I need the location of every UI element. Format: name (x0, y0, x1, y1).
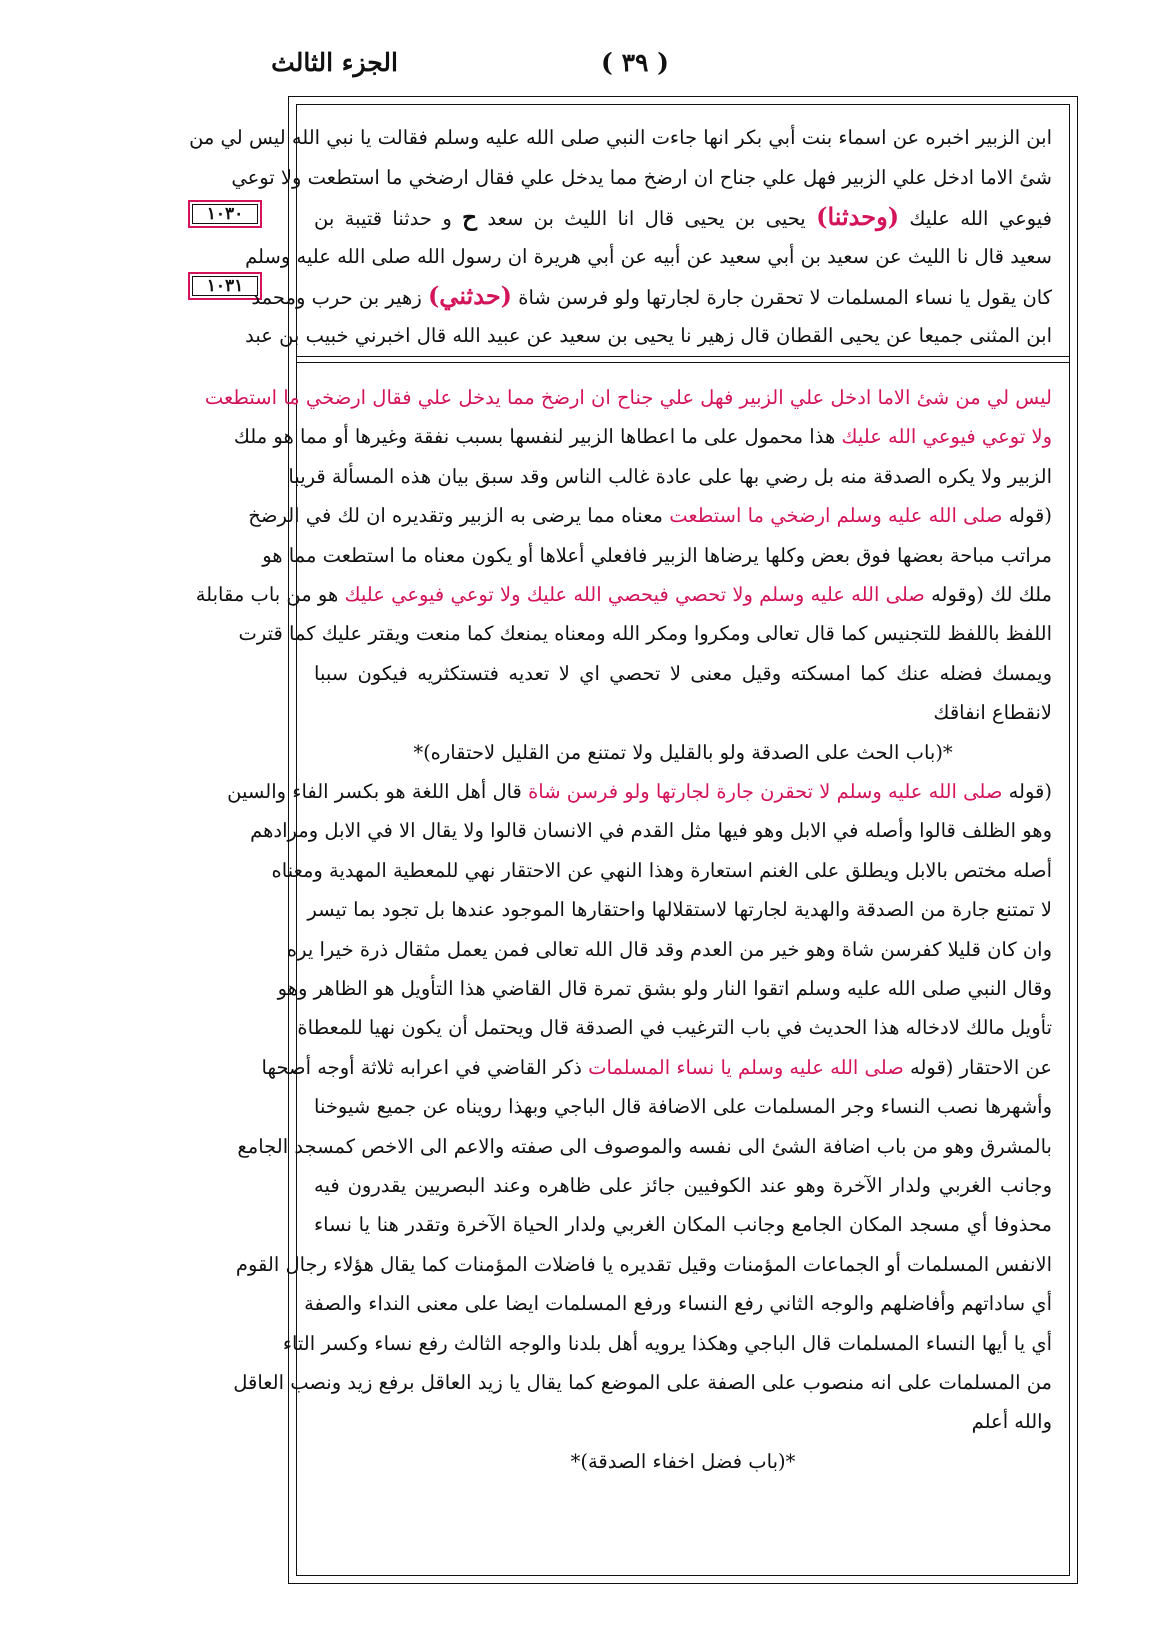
text-run: شئ الاما ادخل علي الزبير فهل علي جناح ان ارضخ مما يدخل علي فقال ارضخي ما استطعت ولا توعي (231, 165, 1052, 189)
volume-title: الجزء الثالث (271, 48, 398, 77)
text-run: لانقطاع انفاقك (933, 701, 1052, 725)
commentary-line (314, 733, 1052, 773)
hadith-line (245, 237, 1052, 277)
commentary-line (314, 1205, 1052, 1245)
commentary-line (233, 417, 1052, 457)
hadith-number-badge: ١٠٣١ (188, 272, 262, 300)
hadith-line (314, 197, 1052, 237)
hadith-line (245, 316, 1052, 356)
text-run: *(باب الحث على الصدقة ولو بالقليل ولا تمتنع من القليل لاحتقاره)* (413, 740, 953, 764)
commentary-line (227, 772, 1052, 812)
text-run: لا تمتنع جارة من الصدقة والهدية لجارتها لاستقلالها واحتقارها الموجود عندها بل تجود بما تيسر (307, 898, 1052, 922)
text-run: وان كان قليلا كفرسن شاة وهو خير من العدم وقد قال الله تعالى فمن يعمل مثقال ذرة خيرا يره (286, 937, 1052, 961)
text-run: كان يقول يا نساء المسلمات لا تحقرن جارة لجارتها ولو فرسن شاة (512, 286, 1052, 309)
text-run: بالمشرق وهو من باب اضافة الشئ الى نفسه والموصوف الى صفته والاعم الى الاخص كمسجد الجامع (237, 1134, 1052, 1158)
text-run: زهير بن حرب ومحمد (251, 286, 428, 309)
text-run: أي يا أيها النساء المسلمات قال الباجي وهكذا يرويه أهل بلدنا والوجه الثالث رفع نساء وكسر التاء (282, 1331, 1052, 1355)
commentary-line (297, 1008, 1052, 1048)
text-run: ويمسك فضله عنك كما امسكته وقيل معنى لا تحصي اي لا تعديه فتستكثريه فيكون سببا (314, 661, 1052, 685)
hadith-line (251, 276, 1052, 316)
commentary-line (307, 890, 1052, 930)
commentary-line (271, 851, 1052, 891)
text-run: هذا محمول على ما اعطاها الزبير لنفسها بسبب نفقة وغيرها أو مما هو ملك (233, 425, 842, 449)
text-run: قال أهل اللغة هو بكسر الفاء والسين (227, 780, 529, 803)
commentary-line (304, 1284, 1052, 1324)
text-run: ابن الزبير اخبره عن اسماء بنت أبي بكر انها جاءت النبي صلى الله عليه وسلم فقالت يا نبي الله ليس لي من (189, 126, 1052, 149)
text-run: (قوله (1002, 504, 1052, 528)
commentary-line (314, 1166, 1052, 1206)
text-run: وأشهرها نصب النساء وجر المسلمات على الاضافة قال الباجي وبهذا رويناه عن جميع شيوخنا (314, 1095, 1052, 1119)
commentary-line (314, 693, 1052, 733)
commentary-line (314, 1087, 1052, 1127)
commentary-line (314, 1402, 1052, 1442)
text-run: الانفس المسلمات أو الجماعات المؤمنات وقيل تقديره يا فاضلات المؤمنات كما يقال هؤلاء رجال القوم (235, 1252, 1052, 1276)
quoted-matn-text: ولا توعي فيوعي الله عليك (841, 425, 1052, 449)
quoted-matn-text: صلى الله عليه وسلم يا نساء المسلمات (588, 1055, 904, 1079)
text-run: سعيد قال نا الليث عن سعيد بن أبي سعيد عن أبيه عن أبي هريرة ان رسول الله صلى الله عليه وسلم (245, 244, 1052, 268)
text-run: والله أعلم (971, 1410, 1052, 1434)
text-run: وقال النبي صلى الله عليه وسلم اتقوا النار ولو بشق تمرة قال القاضي هذا التأويل هو الظاهر وهو (277, 977, 1052, 1000)
text-run: ابن المثنى جميعا عن يحيى القطان قال زهير نا يحيى بن سعيد عن عبيد الله قال اخبرني خبيب بن عبد (245, 323, 1052, 347)
section-divider-top (296, 356, 1070, 357)
commentary-line (277, 969, 1052, 1009)
text-run: ذكر القاضي في اعرابه ثلاثة أوجه أصحها (261, 1055, 589, 1079)
commentary-line (262, 536, 1052, 576)
quoted-matn-text: ليس لي من شئ الاما ادخل علي الزبير فهل علي جناح ان ارضخ مما يدخل علي فقال ارضخي ما استطعت (204, 386, 1052, 409)
commentary-line (250, 811, 1052, 851)
section-divider-bottom (296, 362, 1070, 363)
text-run: أي ساداتهم وأفاضلهم والوجه الثاني رفع النساء ورفع المسلمات ايضا على معنى النداء والصفة (304, 1292, 1052, 1316)
isnad-marker: (وحدثنا) (816, 202, 900, 231)
commentary-line (238, 614, 1052, 654)
text-run: من المسلمات على انه منصوب على الصفة على الموضع كما يقال يا زيد العاقل برفع زيد ونصب العاقل (233, 1371, 1052, 1394)
hadith-line (231, 158, 1052, 198)
text-run: معناه مما يرضى به الزبير وتقديره ان لك في الرضخ (248, 504, 670, 528)
tahwil-symbol: ح (462, 204, 477, 231)
commentary-line (288, 457, 1052, 497)
commentary-line (204, 378, 1052, 418)
commentary-line (261, 1048, 1052, 1088)
text-run: هو من باب مقابلة (195, 583, 345, 606)
page-number: ( ٣٩ ) (601, 48, 669, 77)
text-run: (قوله (1002, 780, 1052, 803)
text-run: ملك لك (وقوله (924, 583, 1052, 606)
commentary-line (314, 654, 1052, 694)
text-run: فيوعي الله عليك (899, 207, 1052, 230)
hadith-line (189, 118, 1052, 158)
text-run: مراتب مباحة بعضها فوق بعض وكلها يرضاها الزبير فافعلي أعلاها أو يكون معناه ما استطعت مما هو (262, 543, 1052, 567)
text-run: و حدثنا قتيبة بن (314, 207, 463, 230)
text-run: *(باب فضل اخفاء الصدقة)* (570, 1449, 796, 1473)
commentary-line (237, 1127, 1052, 1167)
isnad-marker: (حدثني) (427, 281, 513, 310)
commentary-line (248, 496, 1052, 536)
commentary-line (314, 1442, 1052, 1482)
commentary-line (286, 930, 1052, 970)
commentary-line (233, 1363, 1052, 1403)
text-run: الزبير ولا يكره الصدقة منه بل رضي بها على عادة غالب الناس وقد سبق بيان هذه المسألة قريبا (288, 464, 1052, 488)
quoted-matn-text: صلى الله عليه وسلم لا تحقرن جارة لجارتها ولو فرسن شاة (528, 780, 1003, 803)
commentary-line (282, 1324, 1052, 1364)
quoted-matn-text: صلى الله عليه وسلم ولا تحصي فيحصي الله عليك ولا توعي فيوعي عليك (344, 583, 925, 606)
commentary-line (235, 1245, 1052, 1285)
text-run: محذوفا أي مسجد المكان الجامع وجانب المكان الغربي ولدار الحياة الآخرة وتقدر هنا يا نساء (314, 1213, 1052, 1237)
text-run: عن الاحتقار (قوله (903, 1055, 1052, 1079)
hadith-number-badge: ١٠٣٠ (188, 200, 262, 228)
text-run: وجانب الغربي ولدار الآخرة وهو عند الكوفيين جائز على ظاهره وعند البصريين يقدرون فيه (314, 1174, 1052, 1197)
quoted-matn-text: صلى الله عليه وسلم ارضخي ما استطعت (669, 504, 1003, 528)
commentary-line (195, 575, 1052, 615)
text-run: اللفظ باللفظ للتجنيس كما قال تعالى ومكروا ومكر الله ومعناه يمنعك كما منعت ويقتر عليك كما قترت (238, 622, 1052, 646)
text-run: يحيى بن يحيى قال انا الليث بن سعد (476, 207, 817, 230)
text-run: وهو الظلف قالوا وأصله في الابل وهو فيها مثل القدم في الانسان قالوا ولا يقال الا في الابل ومرادهم (250, 819, 1052, 843)
text-run: أصله مختص بالابل ويطلق على الغنم استعارة وهذا النهي عن الاحتقار نهي للمعطية المهدية ومعناه (271, 858, 1052, 882)
text-run: تأويل مالك لادخاله هذا الحديث في باب الترغيب في الصدقة قال ويحتمل أن يكون نهيا للمعطاة (297, 1016, 1052, 1040)
